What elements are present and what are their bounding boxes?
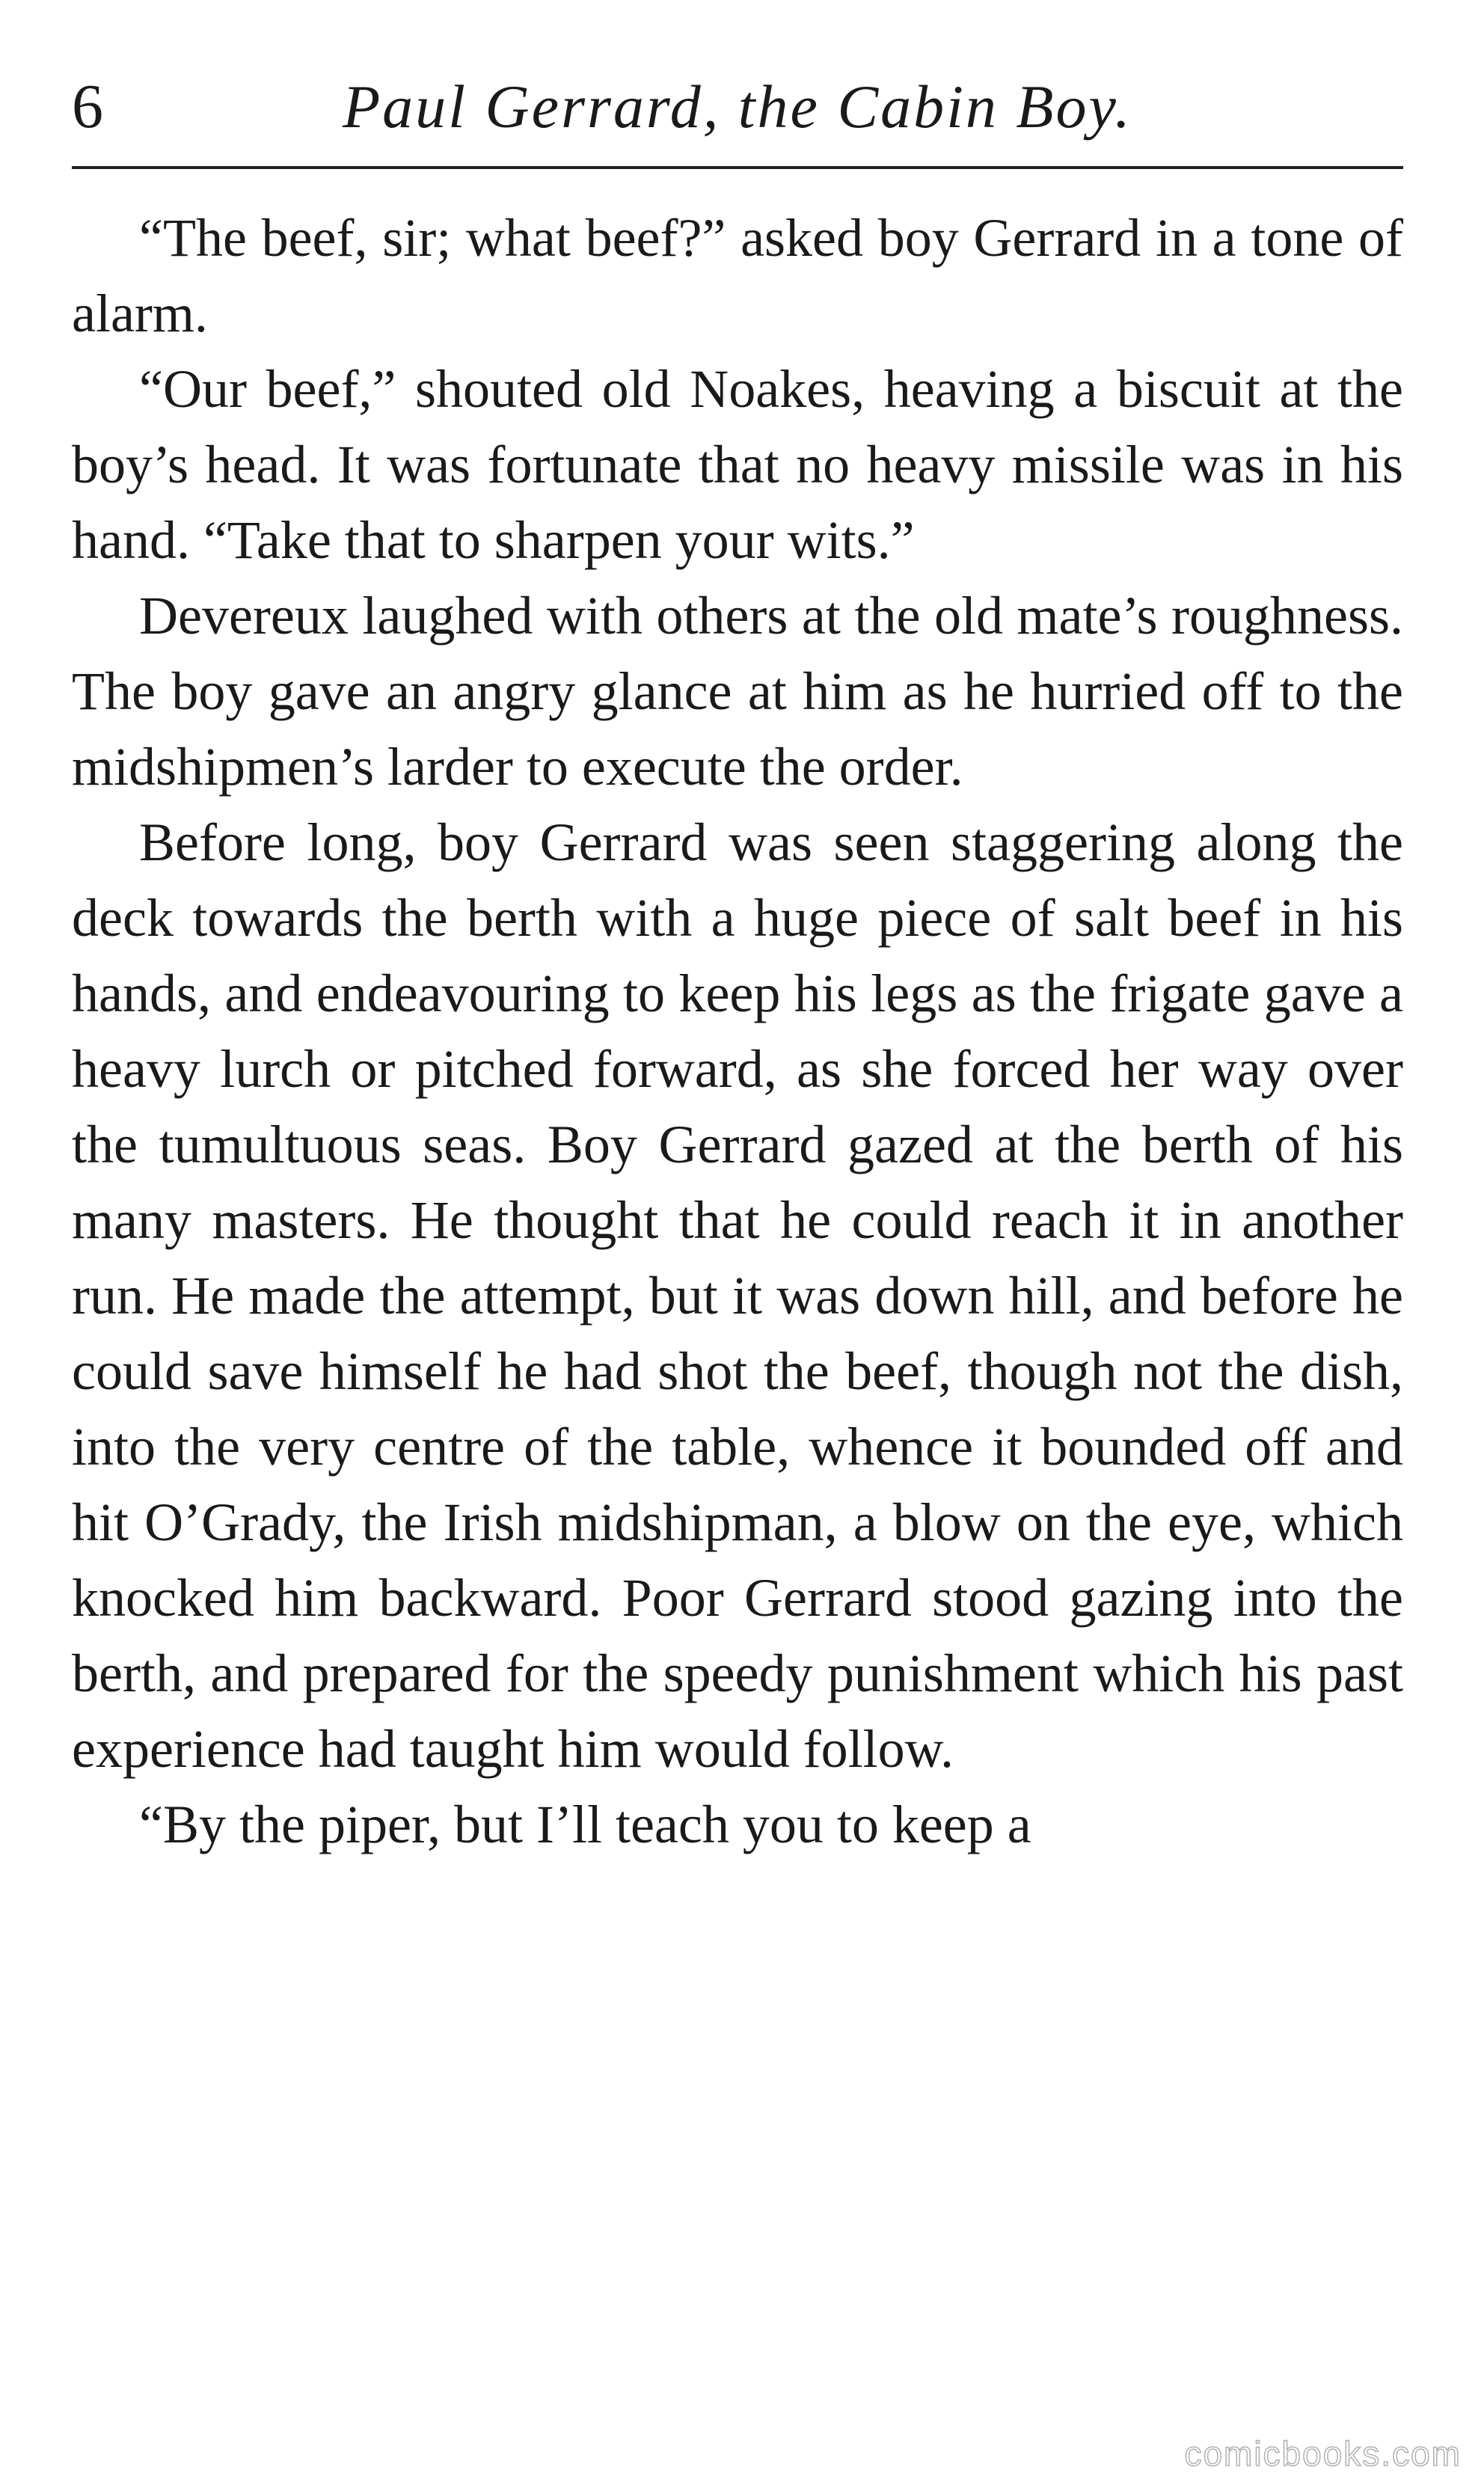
paragraph-4: Before long, boy Gerrard was seen staggering along the deck towards the berth with a huge piece of salt beef in his hands, and endeavouring to keep his legs as the frigate gave a heavy lurch or pitched forward, as she forced her way over the tumultuous seas. Boy Gerrard gazed at the berth of his many masters. He thought that he could reach it in another run. He made the attempt, but it was down hill, and before he could save himself he had shot the beef, though not the dish, into the very centre of the table, whence it bounded off and hit O’Grady, the Irish midshipman, a blow on the eye, which knocked him backward. Poor Gerrard stood gazing into the berth, and prepared for the speedy punishment which his past experience had taught him would follow.	[72, 812, 1403, 1779]
page-number: 6	[72, 72, 103, 141]
paragraph-5: “By the piper, but I’ll teach you to keep a	[139, 1795, 1031, 1854]
paragraph-3: Devereux laughed with others at the old mate’s roughness. The boy gave an angry glance at him as he hurried off to the midshipmen’s larder to execute the order.	[72, 586, 1403, 797]
page-header	[72, 66, 1403, 156]
body-text	[72, 200, 1403, 1863]
running-title: Paul Gerrard, the Cabin Boy.	[343, 73, 1132, 141]
header-rule	[72, 166, 1403, 169]
paragraph-2: “Our beef,” shouted old Noakes, heaving a biscuit at the boy’s head. It was fortunate that no heavy missile was in his hand. “Take that to sharpen your wits.”	[72, 359, 1403, 570]
watermark: comicbooks.com	[1184, 2434, 1462, 2473]
paragraph-1: “The beef, sir; what beef?” asked boy Gerrard in a tone of alarm.	[72, 208, 1403, 343]
